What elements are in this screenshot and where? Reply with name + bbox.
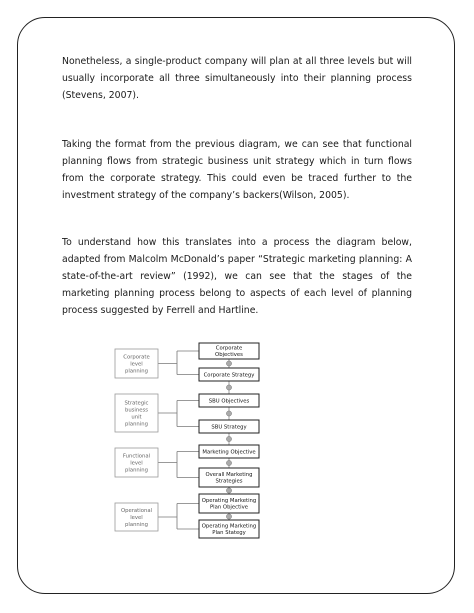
flow-arrow-7 — [226, 513, 231, 520]
flow-arrow-6 — [226, 487, 231, 494]
step-label-line: Plan Objective — [209, 504, 249, 511]
flow-node-icon — [226, 361, 231, 366]
step-box-6 — [199, 468, 259, 487]
level-box-2 — [115, 394, 158, 432]
flow-node-icon — [226, 411, 231, 416]
flow-arrow-2 — [226, 381, 231, 394]
step-box-1 — [199, 343, 259, 359]
level-label-line: level — [130, 361, 143, 368]
level-label-line: planning — [125, 467, 148, 474]
step-label-line: SBU Strategy — [211, 424, 247, 431]
step-label-line: Corporate — [215, 345, 243, 352]
step-label-line: SBU Objectives — [208, 398, 250, 405]
level-label-line: unit — [131, 414, 142, 421]
level-connector-4 — [158, 504, 199, 530]
paragraph-functional-planning: Taking the format from the previous diagram, we can see that functional planning flows from strategic business unit strategy which in turn flows from the corporate strategy. This could even be traced further to the investment strategy of the company’s backers(Wilson, 2005). — [62, 139, 412, 201]
level-label-line: planning — [125, 522, 148, 528]
step-label-line: Strategies — [215, 478, 243, 485]
level-connector-1 — [158, 351, 199, 375]
level-label-line: Operational — [120, 508, 153, 514]
planning-level-boxes — [115, 349, 158, 531]
level-label-line: planning — [125, 368, 148, 375]
flow-arrow-5 — [226, 458, 231, 468]
level-label-line: Functional — [122, 453, 151, 460]
step-box-2 — [199, 368, 259, 381]
step-box-8 — [199, 520, 259, 538]
flow-node-icon — [226, 460, 231, 465]
level-box-3 — [115, 448, 158, 477]
flow-node-icon — [226, 488, 231, 493]
step-label-line: Objectives — [215, 352, 243, 359]
flow-node-icon — [226, 385, 231, 390]
step-label-line: Operating Marketing — [201, 498, 257, 505]
flow-node-icon — [226, 514, 231, 519]
level-label-line: planning — [125, 421, 148, 428]
level-label-line: level — [130, 460, 143, 467]
paragraph-mcdonald-diagram: To understand how this translates into a process the diagram below, adapted from Malcolm McDonald’s paper “Strategic marketing planning: A state-of-the-art review” (1992), we can see that the stages of the marketing planning process belong to aspects of each level of planning process suggested by Ferrell and Hartline. — [62, 237, 412, 316]
step-label-line: Overall Marketing — [205, 472, 253, 479]
flow-arrow-3 — [226, 407, 231, 420]
level-label-line: Strategic — [124, 400, 149, 407]
flow-arrow-1 — [226, 359, 231, 368]
level-connector-2 — [158, 401, 199, 427]
level-label-line: Corporate — [123, 354, 150, 361]
step-box-4 — [199, 420, 259, 433]
level-label-line: level — [130, 515, 143, 521]
step-label-line: Operating Marketing — [201, 523, 257, 530]
level-box-4 — [115, 503, 158, 531]
paragraph-single-product: Nonetheless, a single-product company will plan at all three levels but will usually incorporate all three simultaneously into their planning process (Stevens, 2007). — [62, 56, 412, 101]
step-label-line: Plan Stategy — [212, 530, 246, 537]
step-box-3 — [199, 394, 259, 407]
level-connector-3 — [158, 452, 199, 478]
level-box-1 — [115, 349, 158, 378]
flow-arrow-4 — [226, 433, 231, 445]
step-label-line: Corporate Strategy — [203, 372, 255, 379]
step-box-7 — [199, 494, 259, 513]
step-label-line: Marketing Objective — [202, 449, 256, 456]
level-label-line: business — [124, 407, 149, 414]
step-box-5 — [199, 445, 259, 458]
flow-node-icon — [226, 436, 231, 441]
